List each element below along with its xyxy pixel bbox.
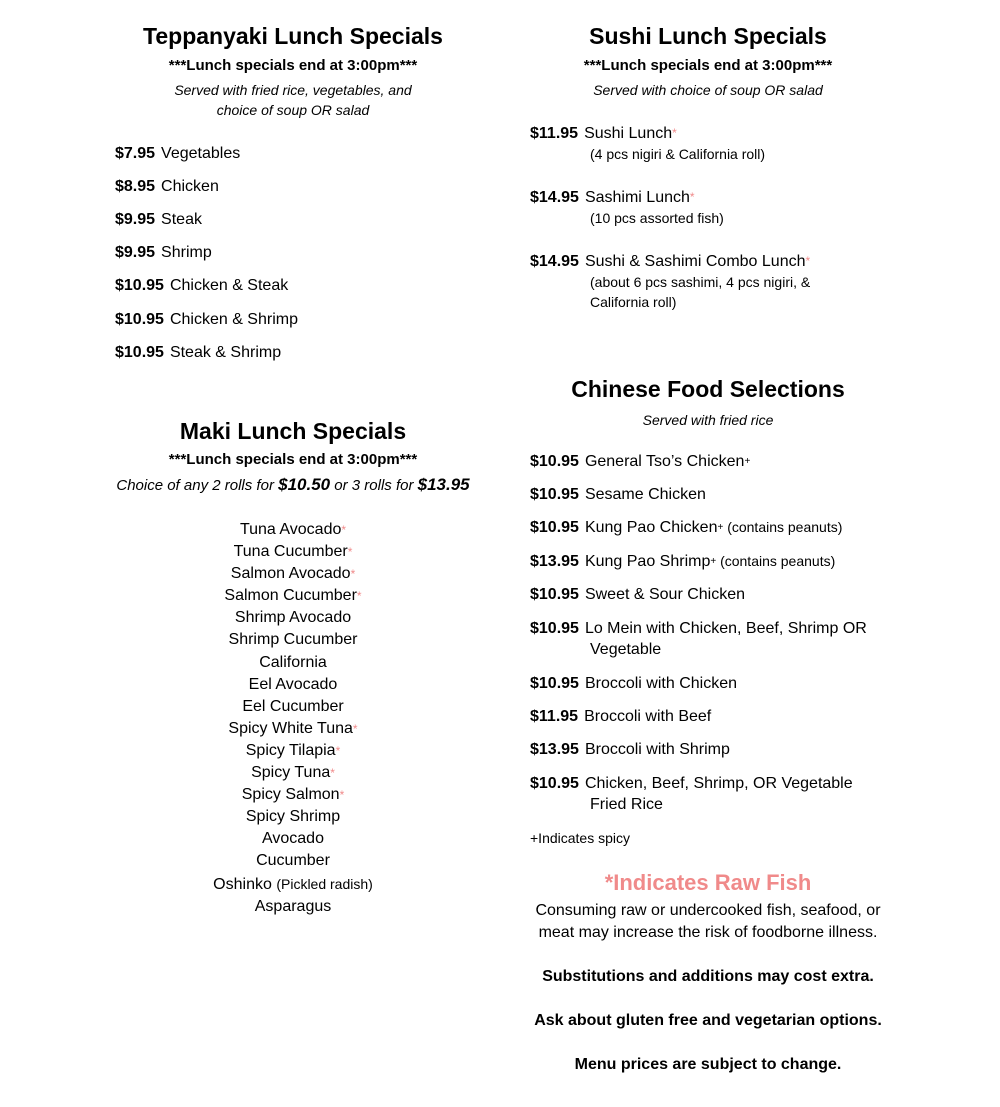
- item-name: Kung Pao Shrimp: [584, 553, 711, 570]
- maki-notice: ***Lunch specials end at 3:00pm***: [168, 451, 418, 468]
- maki-title: Maki Lunch Specials: [179, 418, 407, 444]
- sushi-title: Sushi Lunch Specials: [589, 23, 827, 49]
- roll-name: Spicy Tilapia: [245, 741, 336, 759]
- roll-name: Salmon Cucumber: [224, 587, 357, 605]
- chinese-section: [528, 375, 888, 430]
- item-name: Steak & Shrimp: [169, 344, 282, 361]
- roll-name: Cucumber: [256, 852, 330, 870]
- item-price: $11.95: [530, 708, 579, 725]
- gluten-note: Ask about gluten free and vegetarian options.: [534, 1012, 882, 1029]
- item-name: Broccoli with Chicken: [584, 675, 737, 692]
- list-item: [93, 762, 493, 784]
- item-price: $10.95: [115, 277, 164, 294]
- sushi-section: [528, 22, 888, 100]
- list-item: [93, 896, 493, 918]
- item-name: General Tso’s Chicken: [584, 453, 745, 470]
- menu-item: [115, 242, 212, 263]
- maki-choice-text1: Choice of any 2 rolls for: [116, 477, 279, 494]
- raw-fish-title: *Indicates Raw Fish: [604, 870, 812, 895]
- item-price: $10.95: [115, 344, 164, 361]
- menu-item: [530, 517, 842, 538]
- list-item: [93, 674, 493, 696]
- spicy-legend: +Indicates spicy: [530, 830, 630, 846]
- item-name: Sushi & Sashimi Combo Lunch: [584, 253, 806, 270]
- item-price: $14.95: [530, 253, 579, 270]
- prices-note: Menu prices are subject to change.: [574, 1056, 842, 1073]
- roll-name: Spicy Tuna: [251, 764, 331, 782]
- raw-fish-mark: *: [350, 567, 356, 582]
- item-name: Shrimp: [161, 244, 212, 261]
- item-name: Chicken: [161, 178, 219, 195]
- roll-name: Shrimp Avocado: [234, 609, 352, 627]
- item-name: Sushi Lunch: [584, 125, 673, 142]
- menu-item: [530, 123, 765, 164]
- maki-choice-price1: $10.50: [278, 475, 331, 494]
- item-price: $10.95: [530, 519, 579, 536]
- item-price: $10.95: [115, 311, 164, 328]
- item-detail: (about 6 pcs sashimi, 4 pcs nigiri, &: [590, 274, 811, 290]
- item-price: $7.95: [115, 145, 156, 162]
- list-item: [93, 607, 493, 629]
- raw-fish-mark: *: [347, 545, 353, 560]
- list-item: [93, 806, 493, 828]
- roll-name: Shrimp Cucumber: [228, 631, 358, 649]
- maki-choice-text2: or 3 rolls for: [330, 477, 418, 494]
- menu-item: [530, 673, 737, 694]
- roll-name: Asparagus: [254, 897, 332, 915]
- list-item: [93, 652, 493, 674]
- menu-item: [530, 739, 730, 760]
- list-item: [93, 585, 493, 607]
- spicy-mark: +: [744, 456, 751, 467]
- item-note: (contains peanuts): [716, 553, 836, 569]
- sushi-served: Served with choice of soup OR salad: [593, 82, 823, 98]
- teppanyaki-notice: ***Lunch specials end at 3:00pm***: [168, 57, 418, 74]
- roll-name: Spicy Shrimp: [245, 808, 341, 826]
- menu-item: [115, 209, 202, 230]
- spicy-mark: +: [710, 556, 717, 567]
- list-item: [93, 629, 493, 651]
- maki-choice: [93, 475, 493, 496]
- item-name: Broccoli with Shrimp: [584, 741, 730, 758]
- menu-item: [530, 584, 745, 605]
- menu-item: [530, 551, 835, 572]
- menu-item: [530, 484, 706, 505]
- menu-item: [530, 451, 750, 472]
- roll-name: California: [259, 653, 327, 671]
- menu-item: [530, 187, 724, 228]
- menu-item: [115, 176, 219, 197]
- raw-fish-mark: *: [805, 254, 811, 268]
- substitutions-note: Substitutions and additions may cost extra.: [542, 968, 874, 985]
- item-name: Lo Mein with Chicken, Beef, Shrimp OR: [584, 620, 867, 637]
- raw-fish-mark: *: [689, 190, 695, 204]
- list-item: [93, 519, 493, 541]
- roll-name: Eel Avocado: [248, 675, 338, 693]
- item-price: $9.95: [115, 211, 156, 228]
- item-detail: (10 pcs assorted fish): [590, 210, 724, 226]
- menu-item: [115, 275, 288, 296]
- item-price: $13.95: [530, 553, 579, 570]
- maki-roll-list: [93, 519, 493, 918]
- item-name-continued: Vegetable: [590, 641, 662, 658]
- raw-fish-mark: *: [330, 766, 335, 781]
- item-name: Steak: [161, 211, 202, 228]
- raw-fish-mark: *: [672, 126, 677, 140]
- teppanyaki-section: [93, 22, 493, 120]
- item-price: $10.95: [530, 586, 579, 603]
- list-item: [93, 718, 493, 740]
- list-item: [93, 784, 493, 806]
- roll-name: Oshinko: [213, 875, 272, 893]
- teppanyaki-served-line1: Served with fried rice, vegetables, and: [174, 82, 412, 98]
- list-item: [93, 850, 493, 872]
- list-item: [93, 873, 493, 896]
- list-item: [93, 541, 493, 563]
- item-name: Chicken, Beef, Shrimp, OR Vegetable: [584, 775, 853, 792]
- list-item: [93, 696, 493, 718]
- roll-name: Tuna Avocado: [239, 521, 342, 538]
- item-price: $10.95: [530, 486, 579, 503]
- list-item: [93, 563, 493, 585]
- list-item: [93, 828, 493, 850]
- item-price: $10.95: [530, 453, 579, 470]
- menu-item: [115, 143, 240, 164]
- sushi-notice: ***Lunch specials end at 3:00pm***: [583, 57, 833, 74]
- menu-item: [530, 251, 810, 312]
- menu-item: [115, 309, 298, 330]
- raw-fish-mark: *: [339, 788, 345, 803]
- item-name: Chicken & Shrimp: [169, 311, 298, 328]
- item-price: $13.95: [530, 741, 579, 758]
- menu-item: [115, 342, 281, 363]
- item-name-continued: Fried Rice: [590, 796, 663, 813]
- item-price: $11.95: [530, 125, 579, 142]
- item-name: Vegetables: [161, 145, 241, 162]
- item-name: Sashimi Lunch: [584, 189, 690, 206]
- roll-name: Eel Cucumber: [242, 697, 344, 715]
- maki-section: [93, 417, 493, 496]
- warning-line1: Consuming raw or undercooked fish, seafood, or: [535, 902, 881, 919]
- item-name: Sesame Chicken: [584, 486, 706, 503]
- raw-fish-mark: *: [356, 589, 362, 604]
- item-detail: California roll): [590, 294, 677, 310]
- item-name: Broccoli with Beef: [584, 708, 712, 725]
- maki-choice-price2: $13.95: [417, 475, 470, 494]
- item-price: $10.95: [530, 775, 579, 792]
- roll-name: Salmon Avocado: [230, 565, 351, 583]
- teppanyaki-title: Teppanyaki Lunch Specials: [143, 23, 443, 49]
- roll-name: Spicy White Tuna: [228, 719, 353, 737]
- chinese-served: Served with fried rice: [642, 412, 774, 428]
- item-name: Sweet & Sour Chicken: [584, 586, 746, 603]
- list-item: [93, 740, 493, 762]
- spicy-mark: +: [717, 522, 724, 533]
- item-detail: (4 pcs nigiri & California roll): [590, 146, 766, 162]
- chinese-title: Chinese Food Selections: [571, 376, 845, 402]
- item-price: $10.95: [530, 675, 579, 692]
- item-note: (contains peanuts): [723, 519, 843, 535]
- raw-fish-mark: *: [341, 523, 347, 537]
- menu-item: [530, 706, 711, 727]
- item-price: $14.95: [530, 189, 579, 206]
- roll-name: Avocado: [262, 830, 324, 848]
- teppanyaki-served-line2: choice of soup OR salad: [216, 102, 370, 118]
- item-price: $10.95: [530, 620, 579, 637]
- item-price: $9.95: [115, 244, 156, 261]
- warning-line2: meat may increase the risk of foodborne illness.: [538, 924, 878, 941]
- roll-name: Tuna Cucumber: [233, 543, 348, 561]
- roll-note: (Pickled radish): [276, 875, 373, 892]
- item-name: Chicken & Steak: [169, 277, 289, 294]
- item-price: $8.95: [115, 178, 156, 195]
- roll-name: Spicy Salmon: [241, 786, 340, 804]
- raw-fish-mark: *: [335, 743, 341, 758]
- raw-fish-mark: *: [352, 721, 358, 736]
- menu-item: [530, 618, 867, 660]
- menu-item: [530, 773, 853, 815]
- item-name: Kung Pao Chicken: [584, 519, 718, 536]
